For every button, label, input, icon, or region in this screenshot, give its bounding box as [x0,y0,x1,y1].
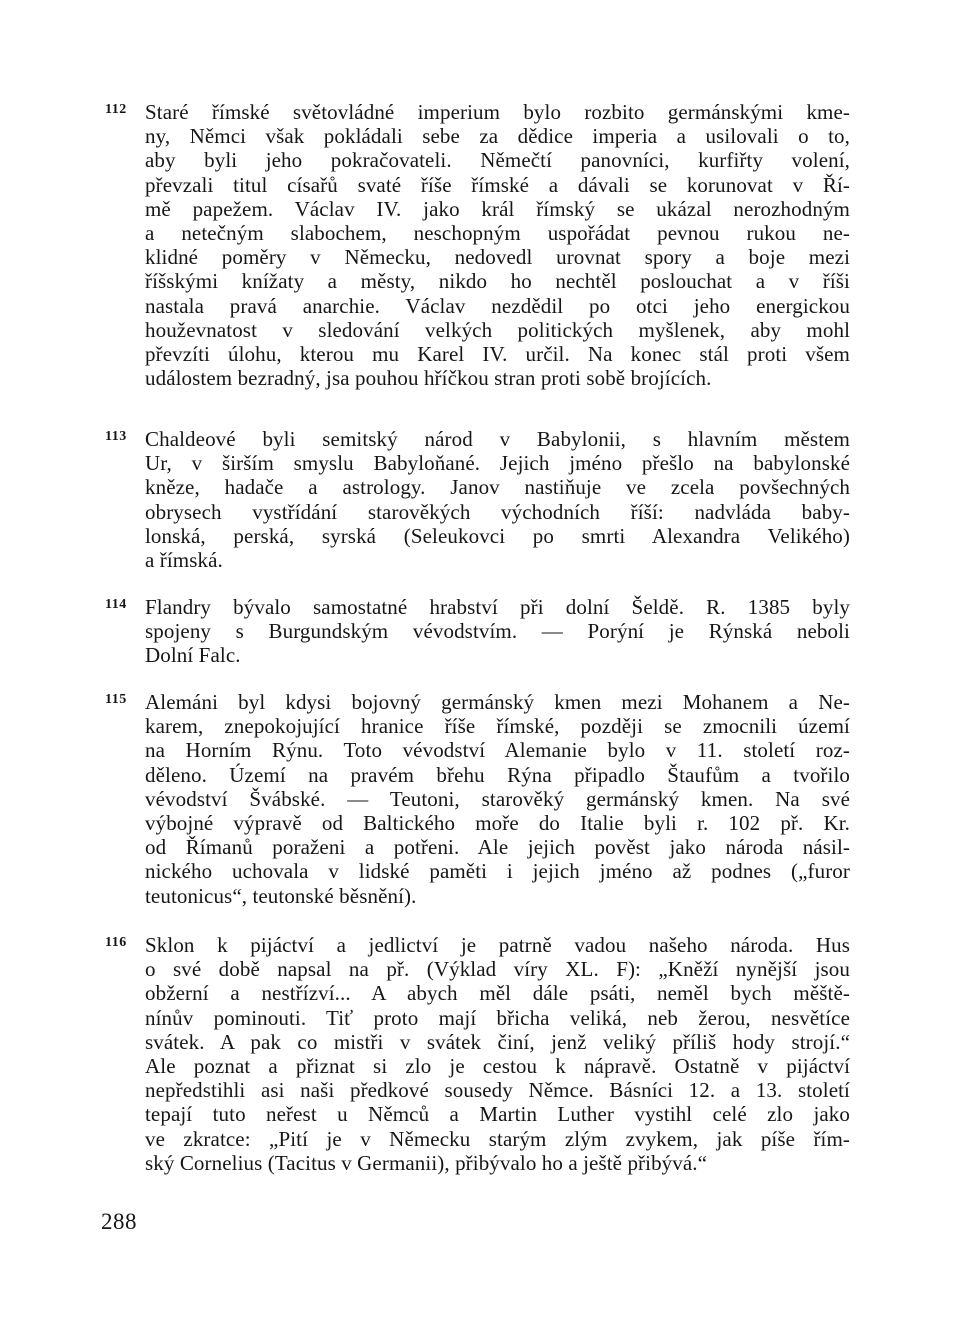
text-line: Dolní Falc. [145,643,241,668]
text-line: a netečným slabochem, neschopným uspořádat pevnou rukou ne- [145,220,850,245]
text-line: a římská. [145,547,223,572]
text-line: obžerní a nestřízví... A abych měl dále psáti, neměl bych měště- [145,981,850,1006]
text-line: nického uchovala v lidské paměti i jejich jméno až podnes („furor [145,859,850,884]
text-line: lonská, perská, syrská (Seleukovci po smrti Alexandra Velikého) [145,523,850,548]
text-line: klidné poměry v Německu, nedovedl urovnat spory a boje mezi [145,245,850,270]
footnote-number: 115 [105,692,127,707]
text-line: převzíti úlohu, kterou mu Karel IV. určil. Na konec stál proti všem [145,341,850,366]
text-line: tepají tuto neřest u Němců a Martin Luther vystihl celé zlo jako [145,1102,850,1127]
text-line: spojeny s Burgundským vévodstvím. — Porýní je Rýnská neboli [145,619,850,644]
text-line: mě papežem. Václav IV. jako král římský se ukázal nerozhodným [145,196,850,221]
text-line: na Horním Rýnu. Toto vévodství Alemanie bylo v 11. století roz- [145,738,850,763]
text-line: teutonicus“, teutonské běsnění). [145,883,417,908]
text-line: Chaldeové byli semitský národ v Babylonii, s hlavním městem [145,427,850,451]
text-line: říšskými knížaty a městy, nikdo ho nechtěl poslouchat a v říši [145,269,850,294]
text-line: Alemáni byl kdysi bojovný germánský kmen mezi Mohanem a Ne- [145,690,850,714]
footnote-text [145,100,850,390]
footnote-number: 116 [105,935,127,950]
text-line: Staré římské světovládné imperium bylo rozbito germánskými kme- [145,100,850,124]
text-line: nínův pominouti. Tiť proto mají břicha veliká, neb žerou, nesvětíce [145,1005,850,1030]
text-line: Ale poznat a přiznat si zlo je cestou k nápravě. Ostatně v pijáctví [145,1053,850,1078]
footnote-text [145,595,850,668]
text-line: ve zkratce: „Pití je v Německu starým zlým zvykem, jak píše řím- [145,1126,850,1151]
text-line: ský Cornelius (Tacitus v Germanii), přibývalo ho a ještě přibývá.“ [145,1150,708,1175]
footnote-number: 114 [105,597,127,612]
footnote-number: 113 [105,429,127,444]
text-line: děleno. Území na pravém břehu Rýna připadlo Štaufům a tvořilo [145,762,850,787]
page-number: 288 [101,1209,137,1234]
text-line: kněze, hadače a astrology. Janov nastiňuje ve zcela povšechných [145,475,850,500]
text-line: houževnatost v sledování velkých politických myšlenek, aby mohl [145,317,850,342]
text-line: aby byli jeho pokračovateli. Němečtí panovníci, kurfiřty volení, [145,148,850,173]
text-line: ny, Němci však pokládali sebe za dědice imperia a usilovali o to, [145,124,850,149]
footnote-text [145,690,850,908]
text-line: Flandry bývalo samostatné hrabství při dolní Šeldě. R. 1385 byly [145,595,850,619]
text-line: výbojné výpravě od Baltického moře do Italie byli r. 102 př. Kr. [145,810,850,835]
text-line: Ur, v širším smyslu Babyloňané. Jejich jméno přešlo na babylonské [145,451,850,476]
text-line: převzali titul císařů svaté říše římské a dávali se korunovat v Ří- [145,172,850,197]
footnote-text [145,933,850,1175]
text-line: o své době napsal na př. (Výklad víry XL. F): „Kněží nynější jsou [145,957,850,982]
footnote-number: 112 [105,102,127,117]
text-line: nepředstihli asi naši předkové sousedy Němce. Básníci 12. a 13. století [145,1078,850,1103]
text-line: Sklon k pijáctví a jedlictví je patrně vadou našeho národa. Hus [145,933,850,957]
text-line: vévodství Švábské. — Teutoni, starověký germánský kmen. Na své [145,786,850,811]
text-line: událostem bezradný, jsa pouhou hříčkou stran proti sobě brojících. [145,366,712,391]
text-line: nastala pravá anarchie. Václav nezdědil po otci jeho energickou [145,293,850,318]
text-line: obrysech vystřídání starověkých východních říší: nadvláda baby- [145,499,850,524]
text-line: karem, znepokojující hranice říše římské, později se zmocnili území [145,714,850,739]
text-line: svátek. A pak co mistři v svátek činí, jenž veliký příliš hody strojí.“ [145,1029,850,1054]
footnote-text [145,427,850,572]
text-line: od Římanů poraženi a potřeni. Ale jejich pověst jako národa násil- [145,835,850,860]
